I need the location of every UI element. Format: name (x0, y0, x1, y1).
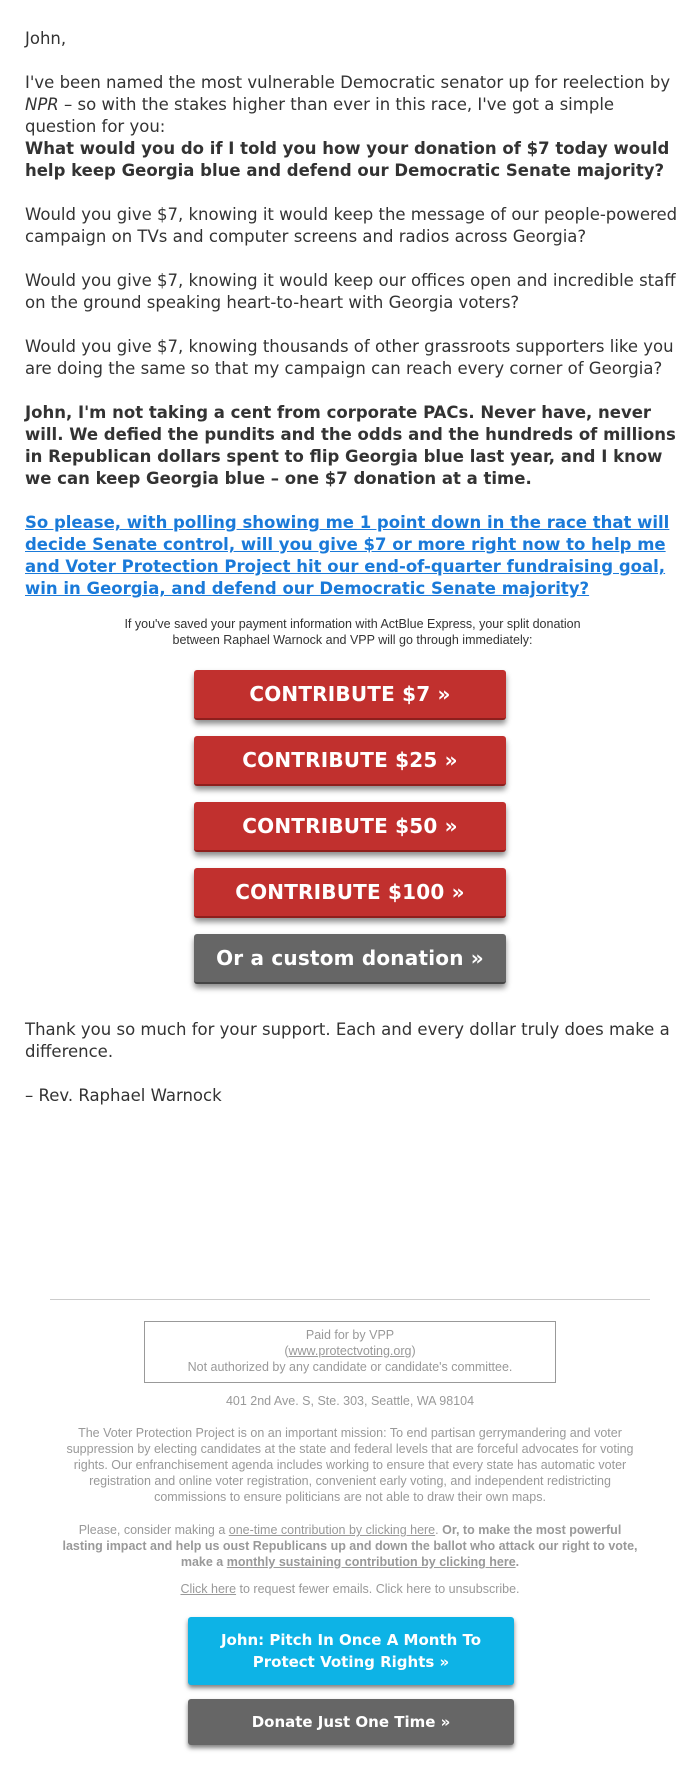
footer-divider (50, 1299, 650, 1300)
website-link[interactable]: www.protectvoting.org (288, 1344, 412, 1358)
contribute-25-button[interactable]: CONTRIBUTE $25 » (194, 736, 506, 786)
greeting: John, (25, 29, 67, 48)
paid-for-text: Paid for by VPP (305, 1328, 395, 1342)
not-authorized-text: Not authorized by any candidate or candidate's committee. (187, 1360, 513, 1374)
paragraph-tv-message: Would you give $7, knowing it would keep the message of our people-powered campaign on TVs and computer screens and radios across Georgia? (25, 205, 678, 246)
paragraph-vulnerable: I've been named the most vulnerable Democratic senator up for reelection by NPR – so with the stakes higher than ever in this race, I've got a simple question for you: (25, 73, 671, 136)
contribute-50-button[interactable]: CONTRIBUTE $50 » (194, 802, 506, 852)
polling-donate-link[interactable]: So please, with polling showing me 1 point down in the race that will decide Senate control, will you give $7 or more right now to help me and Voter Protection Project hit our end-of-quarter fundraising goal, win in Georgia, and defend our Democratic Senate majority? (25, 513, 670, 598)
paragraph-grassroots: Would you give $7, knowing thousands of other grassroots supporters like you are doing the same so that my campaign can reach every corner of Georgia? (25, 337, 674, 378)
paragraph-question: What would you do if I told you how your donation of $7 today would help keep Georgia blue and defend our Democratic Senate majority? (25, 139, 670, 180)
contribute-100-button[interactable]: CONTRIBUTE $100 » (194, 868, 506, 918)
website-line: (www.protectvoting.org) (284, 1344, 416, 1358)
paragraph-offices: Would you give $7, knowing it would keep our offices open and incredible staff on the ground speaking heart-to-heart with Georgia voters? (25, 271, 676, 312)
monthly-contribution-link[interactable]: monthly sustaining contribution by clicking here (226, 1555, 516, 1569)
paragraph-corporate-pacs: John, I'm not taking a cent from corporate PACs. Never have, never will. We defied the pundits and the odds and the hundreds of millions in Republican dollars spent to flip Georgia blue last year, and I know we can keep Georgia blue – one $7 donation at a time. (25, 403, 676, 488)
mission-statement: The Voter Protection Project is on an important mission: To end partisan gerrymandering and voter suppression by electing candidates at the state and federal levels that are forceful advocates for voting rights. Our enfranchisement agenda includes working to ensure that every state has automatic voter registration and online voter registration, convenient early voting, and independent redistricting commissions to ensure politicians are not able to draw their own maps. (66, 1426, 634, 1504)
contribute-7-button[interactable]: CONTRIBUTE $7 » (194, 670, 506, 720)
custom-donation-button[interactable]: Or a custom donation » (194, 934, 506, 984)
mailing-address: 401 2nd Ave. S, Ste. 303, Seattle, WA 98104 (225, 1394, 475, 1408)
one-time-contribution-link[interactable]: one-time contribution by clicking here (228, 1523, 436, 1537)
donate-one-time-button[interactable]: Donate Just One Time » (188, 1699, 514, 1745)
fewer-emails-link[interactable]: Click here (180, 1582, 237, 1596)
actblue-express-note: If you've saved your payment information with ActBlue Express, your split donation between Raphael Warnock and VPP will go through immediately: (124, 617, 581, 647)
monthly-pitch-in-button[interactable]: John: Pitch In Once A Month To Protect Voting Rights » (188, 1617, 514, 1685)
npr-citation: NPR (25, 95, 59, 114)
signature: – Rev. Raphael Warnock (25, 1086, 222, 1105)
thank-you-paragraph: Thank you so much for your support. Each and every dollar truly does make a difference. (25, 1020, 670, 1061)
email-preferences (0, 1581, 700, 1597)
contribution-ask: Please, consider making a one-time contribution by clicking here. Or, to make the most powerful lasting impact and help us oust Republicans up and down the ballot who attack our right to vote, make a monthly sustaining contribution by clicking here. (62, 1523, 638, 1569)
unsubscribe-text[interactable]: to request fewer emails. Click here to unsubscribe. (236, 1582, 520, 1596)
